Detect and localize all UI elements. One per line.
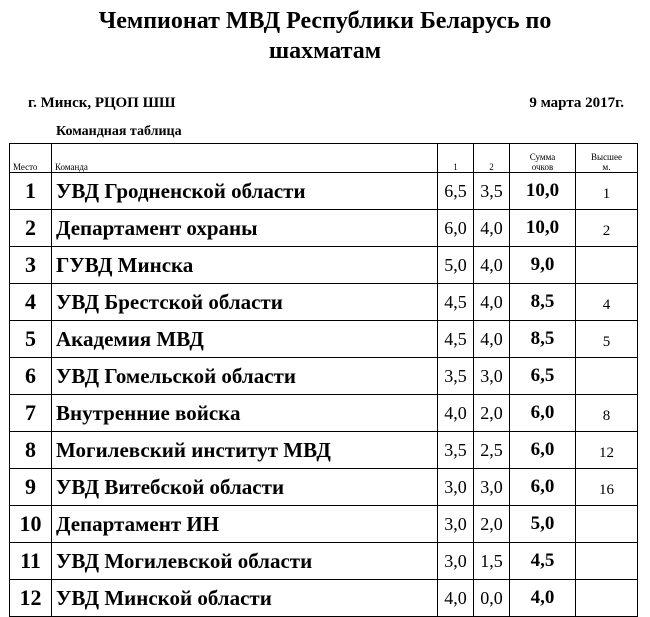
- best-place-cell: [576, 247, 638, 284]
- rank-cell: 12: [10, 580, 52, 617]
- table-row: [10, 358, 638, 395]
- best-place-cell: 8: [576, 395, 638, 432]
- team-name-cell: УВД Витебской области: [52, 469, 438, 506]
- game-2-score-cell: 3,0: [474, 469, 510, 506]
- game-2-score-cell: 4,0: [474, 210, 510, 247]
- table-row: [10, 395, 638, 432]
- place-label: г. Минск, РЦОП ШШ: [28, 95, 176, 111]
- header-best-line-2: м.: [602, 162, 611, 172]
- total-points-cell: 8,5: [510, 321, 576, 358]
- game-1-score-cell: 5,0: [438, 247, 474, 284]
- table-caption: Командная таблица: [56, 124, 182, 139]
- best-place-cell: 4: [576, 284, 638, 321]
- total-points-cell: 6,5: [510, 358, 576, 395]
- table-row: [10, 469, 638, 506]
- header-best-place: [576, 144, 638, 173]
- game-1-score-cell: 4,0: [438, 395, 474, 432]
- team-name-cell: Департамент ИН: [52, 506, 438, 543]
- table-row: [10, 321, 638, 358]
- total-points-cell: 5,0: [510, 506, 576, 543]
- header-game-1: 1: [438, 144, 474, 173]
- best-place-cell: 1: [576, 173, 638, 210]
- standings-table: [9, 143, 638, 617]
- total-points-cell: 4,0: [510, 580, 576, 617]
- rank-cell: 3: [10, 247, 52, 284]
- game-2-score-cell: 4,0: [474, 321, 510, 358]
- game-2-score-cell: 4,0: [474, 284, 510, 321]
- game-2-score-cell: 2,0: [474, 395, 510, 432]
- team-name-cell: УВД Могилевской области: [52, 543, 438, 580]
- best-place-cell: [576, 543, 638, 580]
- team-name-cell: Департамент охраны: [52, 210, 438, 247]
- best-place-cell: 12: [576, 432, 638, 469]
- game-1-score-cell: 4,5: [438, 284, 474, 321]
- title-line-2: шахматам: [268, 38, 382, 64]
- rank-cell: 5: [10, 321, 52, 358]
- best-place-cell: 2: [576, 210, 638, 247]
- team-name-cell: Внутренние войска: [52, 395, 438, 432]
- date-label: 9 марта 2017г.: [529, 95, 624, 111]
- total-points-cell: 6,0: [510, 432, 576, 469]
- team-name-cell: УВД Брестской области: [52, 284, 438, 321]
- rank-cell: 4: [10, 284, 52, 321]
- table-row: [10, 506, 638, 543]
- game-2-score-cell: 0,0: [474, 580, 510, 617]
- table-row: [10, 543, 638, 580]
- best-place-cell: 16: [576, 469, 638, 506]
- best-place-cell: [576, 580, 638, 617]
- header-best-line-1: Высшее: [591, 152, 622, 162]
- game-1-score-cell: 6,5: [438, 173, 474, 210]
- header-team: Команда: [52, 144, 438, 173]
- game-1-score-cell: 4,5: [438, 321, 474, 358]
- game-1-score-cell: 3,5: [438, 432, 474, 469]
- table-row: [10, 173, 638, 210]
- game-2-score-cell: 2,0: [474, 506, 510, 543]
- game-1-score-cell: 3,5: [438, 358, 474, 395]
- team-name-cell: Могилевский институт МВД: [52, 432, 438, 469]
- document-title: [0, 6, 650, 66]
- total-points-cell: 6,0: [510, 469, 576, 506]
- header-sum: [510, 144, 576, 173]
- game-1-score-cell: 3,0: [438, 506, 474, 543]
- header-game-2: 2: [474, 144, 510, 173]
- total-points-cell: 4,5: [510, 543, 576, 580]
- total-points-cell: 9,0: [510, 247, 576, 284]
- rank-cell: 2: [10, 210, 52, 247]
- table-row: [10, 432, 638, 469]
- header-sum-line-2: очков: [531, 162, 554, 172]
- team-name-cell: ГУВД Минска: [52, 247, 438, 284]
- best-place-cell: [576, 506, 638, 543]
- rank-cell: 10: [10, 506, 52, 543]
- rank-cell: 11: [10, 543, 52, 580]
- table-row: [10, 580, 638, 617]
- team-name-cell: Академия МВД: [52, 321, 438, 358]
- table-row: [10, 210, 638, 247]
- rank-cell: 8: [10, 432, 52, 469]
- game-1-score-cell: 6,0: [438, 210, 474, 247]
- game-2-score-cell: 1,5: [474, 543, 510, 580]
- header-sum-line-1: Сумма: [529, 152, 556, 162]
- total-points-cell: 8,5: [510, 284, 576, 321]
- team-name-cell: УВД Минской области: [52, 580, 438, 617]
- team-name-cell: УВД Гродненской области: [52, 173, 438, 210]
- game-1-score-cell: 3,0: [438, 469, 474, 506]
- table-row: [10, 284, 638, 321]
- game-2-score-cell: 3,0: [474, 358, 510, 395]
- total-points-cell: 10,0: [510, 210, 576, 247]
- title-line-1: Чемпионат МВД Республики Беларусь по: [98, 8, 552, 34]
- best-place-cell: [576, 358, 638, 395]
- rank-cell: 6: [10, 358, 52, 395]
- table-header-row: [10, 144, 638, 173]
- rank-cell: 7: [10, 395, 52, 432]
- header-rank: Место: [10, 144, 52, 173]
- rank-cell: 1: [10, 173, 52, 210]
- game-2-score-cell: 2,5: [474, 432, 510, 469]
- game-1-score-cell: 3,0: [438, 543, 474, 580]
- team-name-cell: УВД Гомельской области: [52, 358, 438, 395]
- rank-cell: 9: [10, 469, 52, 506]
- best-place-cell: 5: [576, 321, 638, 358]
- game-1-score-cell: 4,0: [438, 580, 474, 617]
- game-2-score-cell: 4,0: [474, 247, 510, 284]
- total-points-cell: 6,0: [510, 395, 576, 432]
- total-points-cell: 10,0: [510, 173, 576, 210]
- game-2-score-cell: 3,5: [474, 173, 510, 210]
- table-row: [10, 247, 638, 284]
